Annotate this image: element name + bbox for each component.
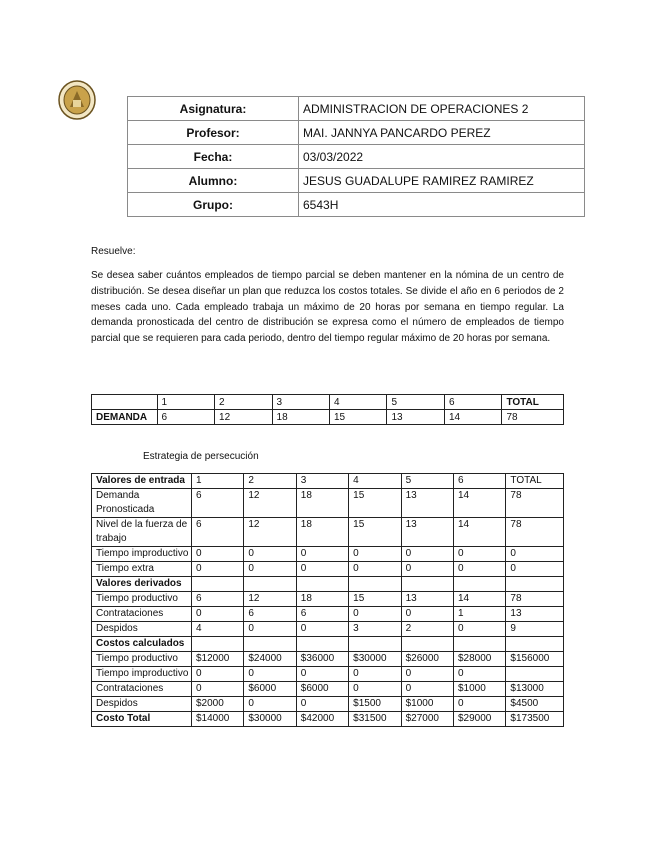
strategy-cell: 0 [296,697,348,712]
strategy-title: Estrategia de persecución [143,451,259,462]
info-row [128,193,585,217]
strategy-header-cell: 5 [401,474,453,489]
strategy-row-label: Contrataciones [92,682,192,697]
strategy-cell: 0 [349,607,401,622]
strategy-cell: 18 [296,518,348,547]
strategy-cell [191,637,243,652]
strategy-cell [401,637,453,652]
strategy-cell: 0 [191,562,243,577]
info-label: Alumno: [128,169,299,193]
strategy-header-cell: 1 [191,474,243,489]
resuelve-label: Resuelve: [91,246,136,257]
strategy-cell: 9 [506,622,564,637]
strategy-cell: 0 [349,667,401,682]
strategy-cell: 6 [191,489,243,518]
strategy-cell: 0 [506,562,564,577]
strategy-row-label: Demanda Pronosticada [92,489,192,518]
info-label: Asignatura: [128,97,299,121]
demand-header-cell: 1 [157,395,214,410]
strategy-header-row [92,474,564,489]
strategy-cell: 0 [244,622,296,637]
info-value: ADMINISTRACION DE OPERACIONES 2 [299,97,585,121]
demand-table [91,394,564,425]
strategy-cell: 6 [191,592,243,607]
strategy-cell: $173500 [506,712,564,727]
strategy-cell: 15 [349,592,401,607]
strategy-row-label: Despidos [92,697,192,712]
strategy-cell: 14 [453,592,505,607]
strategy-cell: 0 [453,697,505,712]
strategy-header-cell: 4 [349,474,401,489]
strategy-cell [244,637,296,652]
strategy-header-cell: 3 [296,474,348,489]
demand-cell: 12 [215,410,272,425]
demand-header-row [92,395,564,410]
strategy-cell: 0 [401,607,453,622]
strategy-row [92,622,564,637]
demand-cell: 18 [272,410,329,425]
strategy-cell: $42000 [296,712,348,727]
strategy-cell: 78 [506,592,564,607]
strategy-cell [296,637,348,652]
strategy-cell: 0 [453,622,505,637]
strategy-cell: 14 [453,518,505,547]
strategy-cell: $30000 [244,712,296,727]
strategy-row [92,652,564,667]
info-label: Profesor: [128,121,299,145]
strategy-cell: 6 [244,607,296,622]
demand-header-cell: 4 [330,395,387,410]
strategy-row [92,667,564,682]
problem-statement: Se desea saber cuántos empleados de tiempo parcial se deben mantener en la nómina de un centro de distribución. Se desea diseñar un plan que reduzca los costos totales. Se divide el año en 6 periodos de 2 meses cada uno. Cada empleado trabaja un máximo de 20 horas por semana en tiempo regular. La demanda pronosticada del centro de distribución se expresa como el número de empleados de tiempo parcial que se requieren para cada periodo, dentro del tiempo regular máximo de 20 horas por semana. [91,270,564,345]
strategy-cell: $26000 [401,652,453,667]
demand-cell: 15 [330,410,387,425]
strategy-row-label: Tiempo productivo [92,592,192,607]
strategy-cell: $14000 [191,712,243,727]
strategy-row [92,489,564,518]
info-value: MAI. JANNYA PANCARDO PEREZ [299,121,585,145]
strategy-cell: $1500 [349,697,401,712]
info-row [128,145,585,169]
strategy-cell: 6 [191,518,243,547]
strategy-cell [349,637,401,652]
strategy-cell: $24000 [244,652,296,667]
strategy-cell [244,577,296,592]
strategy-row-label: Tiempo improductivo [92,667,192,682]
strategy-cell: 0 [453,667,505,682]
strategy-cell: 0 [453,547,505,562]
strategy-cell: 6 [296,607,348,622]
strategy-cell: 0 [296,622,348,637]
strategy-cell: $1000 [453,682,505,697]
strategy-header-cell: 6 [453,474,505,489]
demand-header-cell: 5 [387,395,444,410]
university-seal-logo [58,80,96,120]
strategy-cell: $156000 [506,652,564,667]
strategy-cell: 0 [453,562,505,577]
strategy-header-cell: 2 [244,474,296,489]
demand-row [92,410,564,425]
strategy-cell: 18 [296,489,348,518]
strategy-cell: 0 [401,562,453,577]
strategy-cell: 14 [453,489,505,518]
strategy-cell [453,577,505,592]
strategy-cell: 0 [296,667,348,682]
strategy-row [92,547,564,562]
info-value: JESUS GUADALUPE RAMIREZ RAMIREZ [299,169,585,193]
strategy-cell: 0 [244,562,296,577]
strategy-cell: $27000 [401,712,453,727]
info-value: 03/03/2022 [299,145,585,169]
strategy-cell: 15 [349,489,401,518]
demand-cell: 78 [502,410,564,425]
strategy-row [92,607,564,622]
strategy-cell: 0 [191,547,243,562]
strategy-row-label: Despidos [92,622,192,637]
strategy-cell: 0 [296,547,348,562]
strategy-cell: 12 [244,592,296,607]
strategy-cell: 0 [244,697,296,712]
strategy-cell: 0 [401,667,453,682]
strategy-cell: 78 [506,489,564,518]
strategy-row-label: Tiempo improductivo [92,547,192,562]
strategy-cell: 4 [191,622,243,637]
strategy-cell [296,577,348,592]
strategy-row [92,697,564,712]
strategy-cell [506,667,564,682]
demand-cell: DEMANDA [92,410,158,425]
strategy-cell [453,637,505,652]
demand-cell: 13 [387,410,444,425]
strategy-cell: 13 [401,518,453,547]
strategy-cell: $29000 [453,712,505,727]
strategy-cell: $4500 [506,697,564,712]
info-label: Grupo: [128,193,299,217]
strategy-cell: $13000 [506,682,564,697]
strategy-cell: 0 [191,607,243,622]
demand-header-cell [92,395,158,410]
strategy-cell: 0 [244,667,296,682]
strategy-cell: 0 [349,682,401,697]
strategy-cell: $28000 [453,652,505,667]
strategy-cell: $36000 [296,652,348,667]
strategy-cell: 0 [191,682,243,697]
info-row [128,97,585,121]
strategy-header-cell: Valores de entrada [92,474,192,489]
strategy-cell: 0 [191,667,243,682]
strategy-cell: 13 [506,607,564,622]
strategy-cell [506,637,564,652]
strategy-row-label: Contrataciones [92,607,192,622]
strategy-cell: $2000 [191,697,243,712]
strategy-row-label: Nivel de la fuerza de trabajo [92,518,192,547]
strategy-cell [401,577,453,592]
info-value: 6543H [299,193,585,217]
strategy-row [92,577,564,592]
info-label: Fecha: [128,145,299,169]
strategy-cell: 12 [244,489,296,518]
strategy-row [92,562,564,577]
strategy-cell: 0 [349,562,401,577]
strategy-row-label: Tiempo productivo [92,652,192,667]
info-row [128,169,585,193]
strategy-cell [506,577,564,592]
strategy-cell: $6000 [296,682,348,697]
strategy-cell: 1 [453,607,505,622]
strategy-cell: 0 [349,547,401,562]
strategy-cell: 0 [401,547,453,562]
demand-cell: 14 [444,410,501,425]
strategy-cell: $1000 [401,697,453,712]
strategy-row-label: Valores derivados [92,577,192,592]
strategy-cell: 13 [401,592,453,607]
strategy-cell: 15 [349,518,401,547]
strategy-row [92,712,564,727]
demand-header-cell: 6 [444,395,501,410]
strategy-row [92,682,564,697]
demand-cell: 6 [157,410,214,425]
strategy-row [92,637,564,652]
demand-header-cell: 2 [215,395,272,410]
course-info-table [127,96,585,217]
strategy-row-label: Tiempo extra [92,562,192,577]
strategy-cell: $6000 [244,682,296,697]
strategy-cell [191,577,243,592]
chase-strategy-table [91,473,564,727]
info-row [128,121,585,145]
strategy-row [92,518,564,547]
strategy-header-cell: TOTAL [506,474,564,489]
strategy-cell: 78 [506,518,564,547]
strategy-cell: 0 [401,682,453,697]
strategy-cell: 3 [349,622,401,637]
strategy-cell: $31500 [349,712,401,727]
demand-header-cell: 3 [272,395,329,410]
strategy-cell [349,577,401,592]
strategy-cell: 0 [244,547,296,562]
strategy-row-label: Costos calculados [92,637,192,652]
strategy-cell: 13 [401,489,453,518]
strategy-cell: 12 [244,518,296,547]
strategy-cell: $30000 [349,652,401,667]
strategy-cell: 0 [506,547,564,562]
strategy-row [92,592,564,607]
strategy-cell: 0 [296,562,348,577]
strategy-cell: $12000 [191,652,243,667]
strategy-row-label: Costo Total [92,712,192,727]
demand-header-cell: TOTAL [502,395,564,410]
strategy-cell: 2 [401,622,453,637]
strategy-cell: 18 [296,592,348,607]
